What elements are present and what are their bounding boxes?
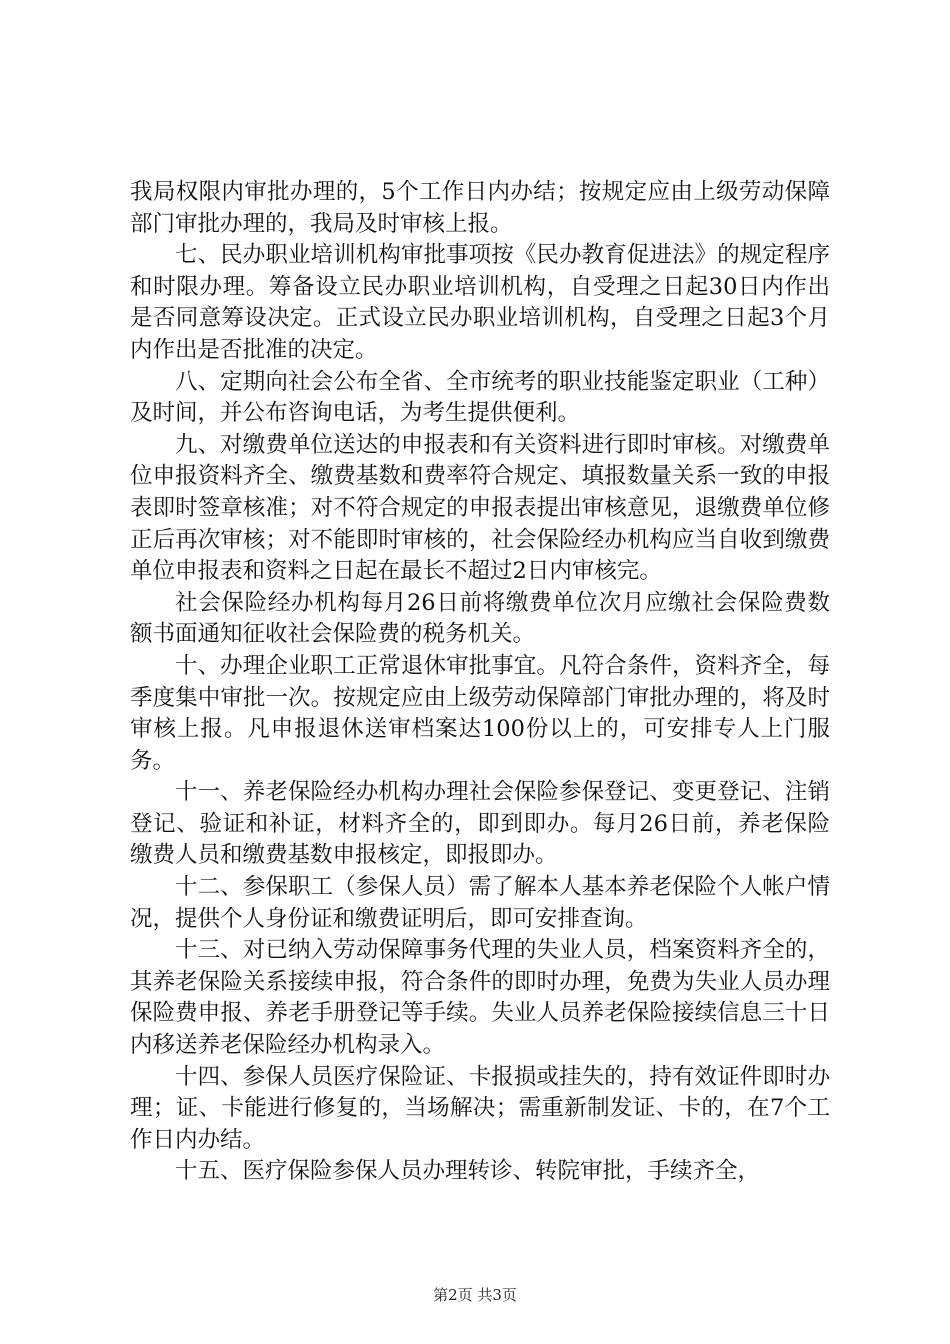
paragraph: 十三、对已纳入劳动保障事务代理的失业人员，档案资料齐全的，其养老保险关系接续申报，符合条件的即时办理，免费为失业人员办理保险费申报、养老手册登记等手续。失业人员养老保险接续信息三十日内移送养老保险经办机构录入。 [130,937,830,1059]
paragraph: 十五、医疗保险参保人员办理转诊、转院审批，手续齐全， [175,1158,761,1185]
paragraph: 社会保险经办机构每月26日前将缴费单位次月应缴社会保险费数额书面通知征收社会保险费的税务机关。 [130,589,830,648]
document-body [130,177,830,1188]
paragraph: 我局权限内审批办理的，5个工作日内办结；按规定应由上级劳动保障部门审批办理的，我局及时审核上报。 [130,179,830,237]
paragraph: 七、民办职业培训机构审批事项按《民办教育促进法》的规定程序和时限办理。筹备设立民办职业培训机构，自受理之日起30日内作出是否同意筹设决定。正式设立民办职业培训机构，自受理之日起3个月内作出是否批准的决定。 [130,242,830,363]
paragraph: 九、对缴费单位送达的申报表和有关资料进行即时审核。对缴费单位申报资料齐全、缴费基数和费率符合规定、填报数量关系一致的申报表即时签章核准；对不符合规定的申报表提出审核意见，退缴费单位修正后再次审核；对不能即时审核的，社会保险经办机构应当自收到缴费单位申报表和资料之日起在最长不超过2日内审核完。 [130,431,830,585]
paragraph: 十一、养老保险经办机构办理社会保险参保登记、变更登记、注销登记、验证和补证，材料齐全的，即到即办。每月26日前，养老保险缴费人员和缴费基数申报核定，即报即办。 [130,779,830,869]
paragraph: 十四、参保人员医疗保险证、卡报损或挂失的，持有效证件即时办理；证、卡能进行修复的，当场解决；需重新制发证、卡的，在7个工作日内办结。 [130,1063,830,1153]
paragraph: 八、定期向社会公布全省、全市统考的职业技能鉴定职业（工种）及时间，并公布咨询电话，为考生提供便利。 [130,368,830,427]
paragraph: 十二、参保职工（参保人员）需了解本人基本养老保险个人帐户情况，提供个人身份证和缴费证明后，即可安排查询。 [130,874,830,932]
paragraph: 十、办理企业职工正常退休审批事宜。凡符合条件，资料齐全，每季度集中审批一次。按规定应由上级劳动保障部门审批办理的，将及时审核上报。凡申报退休送审档案达100份以上的，可安排专人上门服务。 [130,652,830,774]
page-footer: 第2页 共3页 [433,1286,517,1304]
